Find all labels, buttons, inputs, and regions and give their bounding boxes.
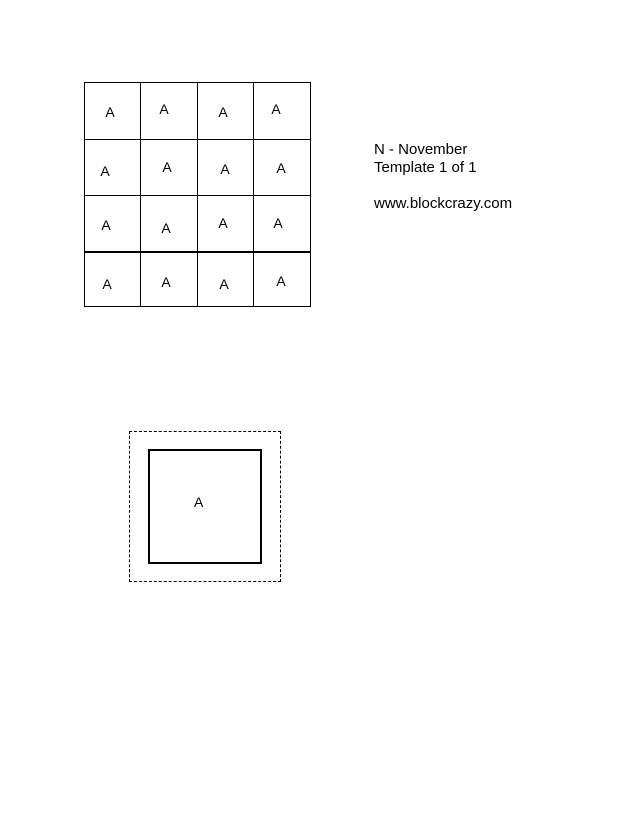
grid-cell-label: A [102,276,112,292]
grid-cell-label: A [218,104,228,120]
grid-cell-label: A [218,215,228,231]
template-piece-label: A [194,494,204,510]
pattern-title: N - November [374,141,468,158]
grid-cell-label: A [220,161,230,177]
grid-cell-label: A [100,163,110,179]
template-piece-outline [148,449,262,564]
grid-line [197,83,198,306]
grid-cell-label: A [276,160,286,176]
grid-cell-label: A [161,274,171,290]
template-count: Template 1 of 1 [374,159,477,176]
grid-cell-label: A [101,217,111,233]
block-diagram-grid [84,82,311,307]
pattern-info [374,141,512,213]
grid-line [140,83,141,306]
grid-cell-label: A [159,101,169,117]
grid-cell-label: A [105,104,115,120]
grid-cell-label: A [161,220,171,236]
grid-cell-label: A [276,273,286,289]
grid-cell-label: A [271,101,281,117]
grid-line [253,83,254,306]
grid-cell-label: A [162,159,172,175]
website-link[interactable]: www.blockcrazy.com [374,195,513,212]
grid-cell-label: A [273,215,283,231]
grid-cell-label: A [219,276,229,292]
